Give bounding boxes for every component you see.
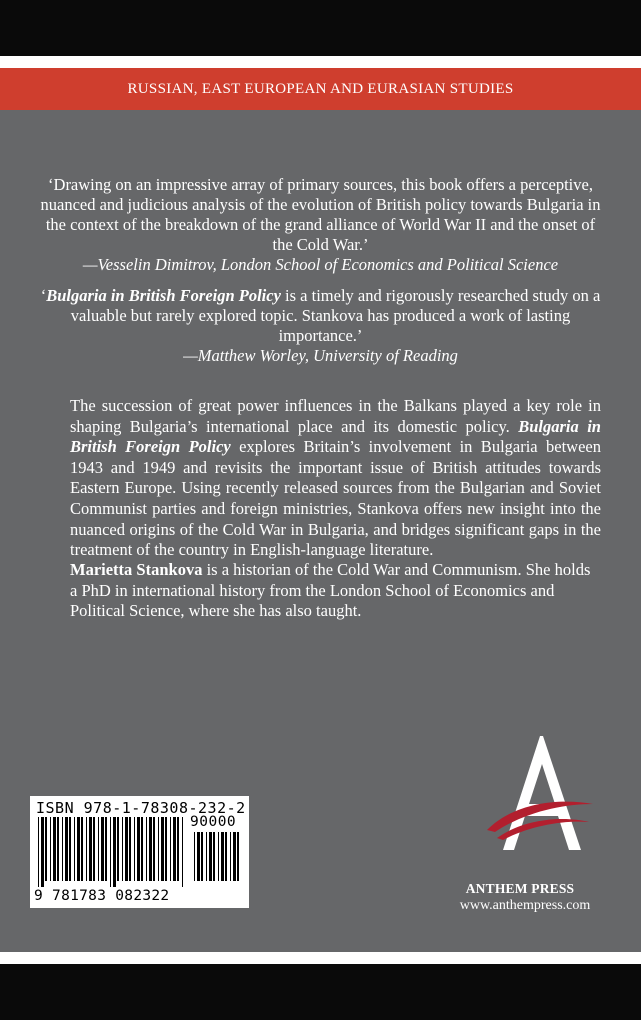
barcode-bar bbox=[218, 832, 219, 881]
isbn-barcode bbox=[30, 796, 249, 908]
author-bio-text: is a historian of the Cold War and Communism. She holds a PhD in international history from the London School of Economics and Political Science, where she has also taught. bbox=[70, 560, 591, 621]
quote-2-book-title: Bulgaria in British Foreign Policy bbox=[46, 286, 281, 305]
barcode-bar bbox=[173, 817, 176, 881]
barcode-bar bbox=[237, 832, 239, 881]
barcode-bar bbox=[209, 832, 212, 881]
barcode-bar bbox=[77, 817, 80, 881]
book-description bbox=[70, 396, 601, 561]
barcode-bar bbox=[221, 832, 224, 881]
barcode-bar bbox=[165, 817, 167, 881]
blurb-part-2: explores Britain’s involvement in Bulgaria between 1943 and 1949 and revisits the important issue of British attitudes towards Eastern Europe. Using recently released sources from the Bulgarian and Soviet Communist parties and foreign ministries, Stankova offers new insight into the nuanced origins of the Cold War in Bulgaria, and bridges significant gaps in the treatment of the country in English-language literature. bbox=[70, 437, 601, 560]
barcode-bar bbox=[62, 817, 63, 881]
barcode-bar bbox=[149, 817, 152, 881]
barcode-bar bbox=[110, 817, 111, 887]
barcode-bar bbox=[125, 817, 128, 881]
barcode-bar bbox=[213, 832, 215, 881]
barcode-bar bbox=[122, 817, 123, 881]
barcode-bar bbox=[50, 817, 51, 881]
barcode-bar bbox=[101, 817, 104, 881]
review-quote-2 bbox=[40, 286, 601, 366]
barcode-bar bbox=[74, 817, 75, 881]
quote-2-attribution: —Matthew Worley, University of Reading bbox=[183, 346, 458, 365]
barcode-bar bbox=[170, 817, 171, 881]
barcode-bar bbox=[158, 817, 159, 881]
barcode-bar bbox=[86, 817, 87, 881]
bottom-border bbox=[0, 952, 641, 964]
barcode-digits: 9 781783 082322 bbox=[34, 888, 170, 904]
price-barcode-bars bbox=[192, 832, 244, 887]
barcode-bar bbox=[38, 817, 39, 887]
barcode-bar bbox=[93, 817, 95, 881]
barcode-bar bbox=[233, 832, 236, 881]
back-cover bbox=[0, 68, 641, 952]
blurb-book-title: Bulgaria in British Foreign Policy bbox=[70, 416, 601, 457]
barcode-bar bbox=[161, 817, 164, 881]
author-bio bbox=[70, 560, 601, 622]
barcode-bar bbox=[137, 817, 140, 881]
barcode-bar bbox=[113, 817, 116, 887]
barcode-bar bbox=[65, 817, 68, 881]
review-quote-1 bbox=[40, 175, 601, 275]
barcode-bar bbox=[117, 817, 119, 881]
author-name: Marietta Stankova bbox=[70, 560, 203, 579]
barcode-bar bbox=[177, 817, 179, 881]
barcode-bar bbox=[45, 817, 47, 881]
publisher-name: ANTHEM PRESS bbox=[465, 881, 575, 896]
barcode-bar bbox=[57, 817, 59, 881]
barcode-bar bbox=[225, 832, 227, 881]
barcode-bar bbox=[129, 817, 131, 881]
series-banner: RUSSIAN, EAST EUROPEAN AND EURASIAN STUDIES bbox=[0, 68, 641, 110]
top-border bbox=[0, 56, 641, 68]
barcode-bar bbox=[153, 817, 155, 881]
barcode-bar bbox=[105, 817, 107, 881]
barcode-bar bbox=[230, 832, 231, 881]
publisher-website: www.anthempress.com bbox=[459, 898, 591, 913]
barcode-bar bbox=[197, 832, 200, 881]
anthem-press-logo-icon bbox=[485, 732, 595, 852]
barcode-bar bbox=[206, 832, 207, 881]
quote-2-open: ‘ bbox=[40, 286, 47, 305]
barcode-bar bbox=[146, 817, 147, 881]
barcode-bar bbox=[53, 817, 56, 881]
barcode-bar bbox=[194, 832, 195, 881]
barcode-bar bbox=[69, 817, 71, 881]
barcode-bar bbox=[182, 817, 183, 887]
barcode-bar bbox=[201, 832, 203, 881]
ean-barcode-bars bbox=[36, 817, 186, 887]
quote-1-text: ‘Drawing on an impressive array of primary sources, this book offers a perceptive, nuanced and judicious analysis of the evolution of British policy towards Bulgaria in the context of the breakdown of the grand alliance of World War II and the onset of the Cold War.’ bbox=[40, 175, 601, 254]
isbn-label: ISBN 978-1-78308-232-2 bbox=[36, 799, 246, 817]
price-code: 90000 bbox=[190, 814, 237, 830]
barcode-bar bbox=[134, 817, 135, 881]
barcode-bar bbox=[81, 817, 83, 881]
barcode-bar bbox=[98, 817, 99, 881]
blurb-part-1: The succession of great power influences in the Balkans played a key role in shaping Bulgaria’s international place and its domestic policy. bbox=[70, 396, 601, 436]
barcode-bar bbox=[41, 817, 44, 887]
quote-2-text: is a timely and rigorously researched study on a valuable but rarely explored topic. Stankova has produced a work of lasting importance.’ bbox=[70, 286, 601, 345]
barcode-bar bbox=[141, 817, 143, 881]
barcode-bar bbox=[89, 817, 92, 881]
quote-1-attribution: —Vesselin Dimitrov, London School of Economics and Political Science bbox=[82, 255, 559, 274]
